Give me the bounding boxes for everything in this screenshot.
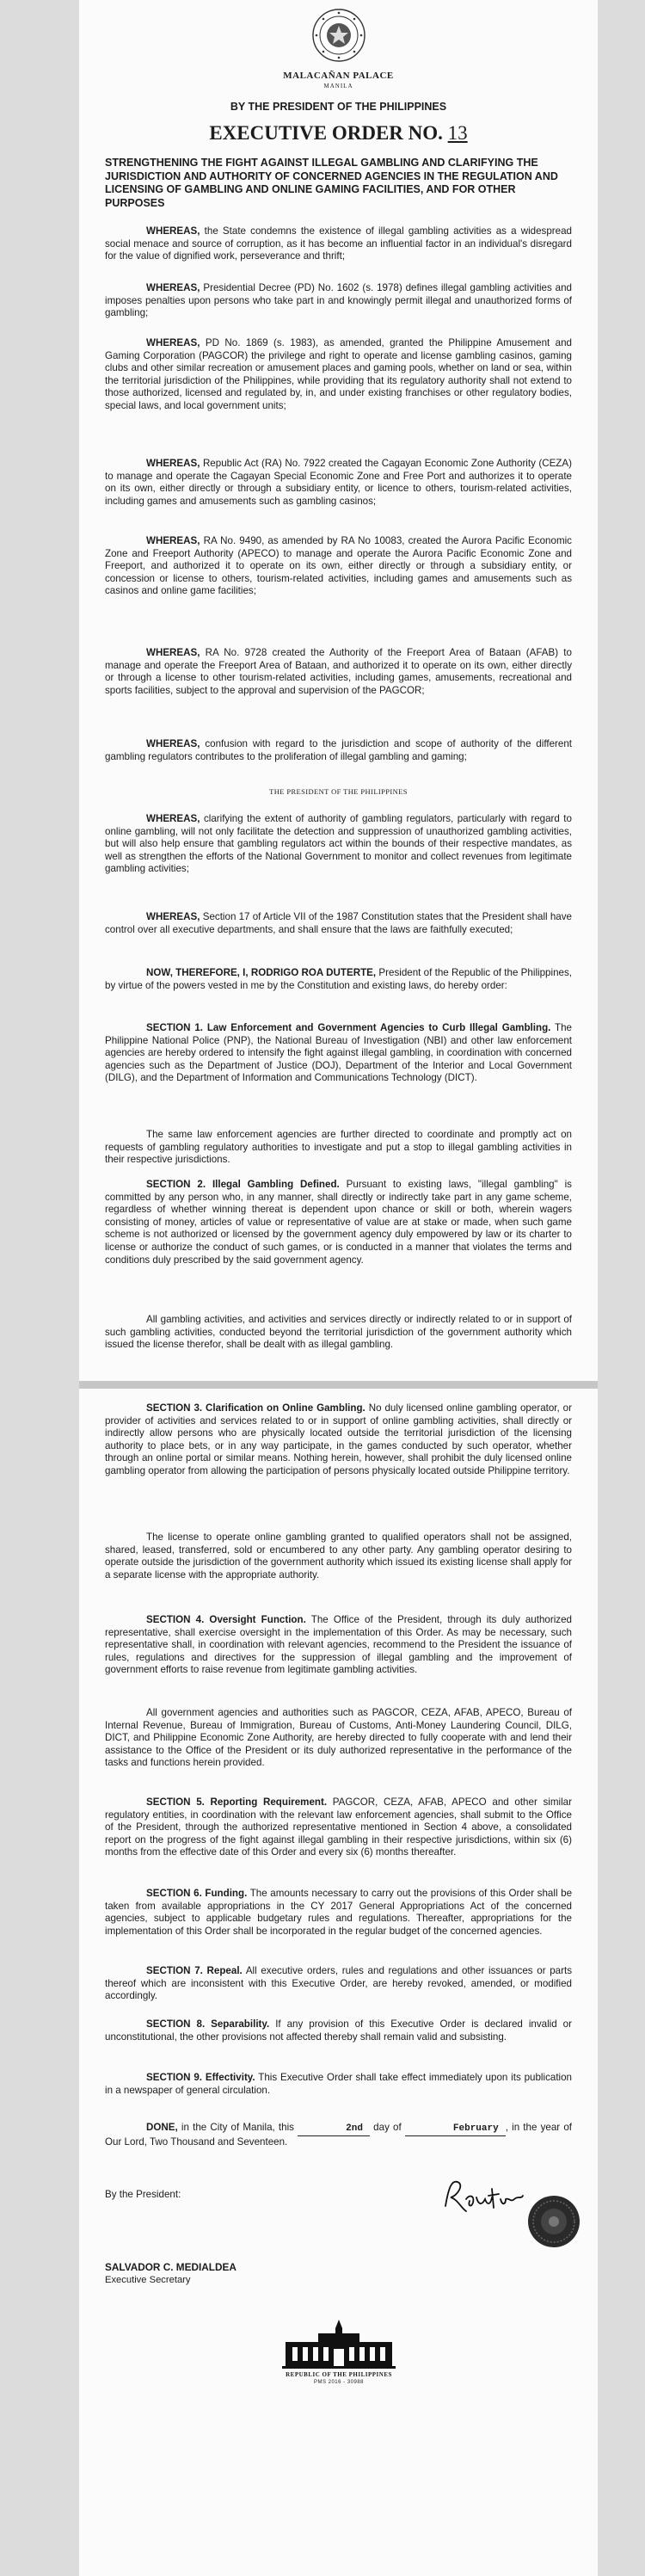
section-text: No duly licensed online gambling operator, or provider of activities and services related to or in support of online gambling activities, shall directly or indirectly allow persons who are physically located outside the territorial jurisdiction of the licensing authority to place bets, or in any way participate, in the games conducted by such operator, whether through an online portal or similar means. Nothing herein, however, shall prohibit the duly licensed online gambling operator from allowing the participation of persons physically located outside Philippine territory.: [105, 1402, 572, 1476]
done-clause: [105, 2122, 572, 2148]
document-page-1: [79, 0, 598, 1381]
order-title: STRENGTHENING THE FIGHT AGAINST ILLEGAL GAMBLING AND CLARIFYING THE JURISDICTION AND AUTHORITY OF CONCERNED AGENCIES IN THE REGULATION AND LICENSING OF GAMBLING AND ONLINE GAMING FACILITIES, AND FOR OTHER PURPOSES: [105, 157, 558, 209]
ordering-text: President of the Republic of the Philippines, by virtue of the powers vested in me by the Constitution and existing laws, do hereby order:: [105, 967, 572, 991]
issuer-line: BY THE PRESIDENT OF THE PHILIPPINES: [230, 101, 447, 113]
clause-text: PD No. 1869 (s. 1983), as amended, granted the Philippine Amusement and Gaming Corporation (PAGCOR) the privilege and right to operate and license gambling casinos, gaming clubs and other similar recreation or amusement places and gaming pools, whether on land or sea, within the territorial jurisdiction of the Philippines, while providing that its regulatory authority shall not extend to those authorized, licensed and regulated by, in, and under existing franchises or other regulatory bodies, special laws, and local government units;: [105, 337, 572, 411]
section-text: The Philippine National Police (PNP), the National Bureau of Investigation (NBI) and other law enforcement agencies are hereby ordered to intensify the fight against illegal gambling, in coordination with concerned agencies such as the Department of Justice (DOJ), Department of the Interior and Local Government (DILG), and the Department of Information and Communications Technology (DICT).: [105, 1022, 572, 1084]
order-label: EXECUTIVE ORDER NO.: [209, 122, 443, 144]
section-text: The Office of the President, through its duly authorized representative, shall exercise oversight in the implementation of this Order. As may be necessary, such representative shall, in coordination with relevant agencies, recommend to the President the issuance of rules, regulations and directives for the suppression of illegal gambling and the improvement of government efforts to raise revenue from legitimate gambling activities.: [105, 1614, 572, 1676]
whereas-clause-1: [105, 225, 572, 263]
presidential-seal-icon: [312, 9, 366, 62]
section-2: [105, 1179, 572, 1266]
clause-text: Republic Act (RA) No. 7922 created the Cagayan Economic Zone Authority (CEZA) to manage and operate the Cagayan Special Economic Zone and Free Port and authorizes it to operate on its own, either directly or through a subsidiary entity, or licence to others, tourism-related activities, including games and amusements such as gambling casinos;: [105, 458, 572, 507]
done-text-2: day of: [373, 2122, 402, 2133]
section-heading: SECTION 6. Funding.: [146, 1888, 248, 1899]
section-1-extra: The same law enforcement agencies are further directed to coordinate and promptly act on requests of gambling regulatory authorities to investigate and put a stop to illegal gambling activities in their respective jurisdictions.: [105, 1129, 572, 1166]
whereas-clause-5: [105, 535, 572, 598]
clause-text: RA No. 9490, as amended by RA No 10083, created the Aurora Pacific Economic Zone and Freeport Authority (APECO) to manage and operate the Aurora Pacific Economic Zone and Freeport, and authorized it to operate on its own, either directly or through a subsidiary entity, or concession or license to others, tourism-related activities, including games and amusements such as casinos and online game facilities;: [105, 535, 572, 597]
document-page-2: [79, 1389, 598, 2576]
clause-lead: WHEREAS,: [146, 535, 200, 546]
done-month: February: [405, 2123, 506, 2136]
section-1: [105, 1022, 572, 1085]
clause-text: clarifying the extent of authority of gambling regulators, particularly with regard to online gambling, will not only facilitate the detection and suppression of unauthorized gambling activities, but will also help ensure that gambling regulators act within the bounds of their respective mandates, as well as strengthen the efforts of the National Government to monitor and collect revenues from legitimate gambling activities;: [105, 813, 572, 875]
logo-caption: REPUBLIC OF THE PHILIPPINES: [286, 2371, 392, 2378]
whereas-clause-8: [105, 813, 572, 876]
section-text: If any provision of this Executive Order is declared invalid or unconstitutional, the other provisions not affected thereby shall remain valid and subsisting.: [105, 2018, 572, 2043]
clause-text: the State condemns the existence of illegal gambling activities as a widespread social menace and source of corruption, as it has become an influential factor in an individual's disregard for the value of dignified work, perseverance and thrift;: [105, 225, 572, 262]
section-8: [105, 2018, 572, 2043]
section-text: This Executive Order shall take effect immediately upon its publication in a newspaper of general circulation.: [105, 2072, 573, 2096]
clause-text: Presidential Decree (PD) No. 1602 (s. 1978) defines illegal gambling activities and imposes penalties upon persons who take part in and knowingly permit illegal and unauthorized forms of gambling;: [105, 282, 572, 319]
section-text: The amounts necessary to carry out the provisions of this Order shall be taken from available appropriations in the CY 2017 General Appropriations Act of the concerned agencies, subject to applicable budgetary rules and regulations. Thereafter, appropriations for the implementation of this Order shall be incorporated in the regular budget of the concerned agencies.: [105, 1888, 573, 1937]
ordering-lead: NOW, THEREFORE, I, RODRIGO ROA DUTERTE,: [146, 967, 377, 978]
done-text-3: , in the year of Our Lord, Two Thousand and Seventeen.: [105, 2122, 572, 2148]
logo-code: PMS 2016 - 30988: [313, 2380, 365, 2385]
order-number: 13: [447, 122, 468, 144]
section-heading: SECTION 1. Law Enforcement and Government Agencies to Curb Illegal Gambling.: [146, 1022, 551, 1033]
palace-name: MALACAÑAN PALACE: [283, 71, 394, 81]
section-4-extra: All government agencies and authorities such as PAGCOR, CEZA, AFAB, APECO, Bureau of Internal Revenue, Bureau of Immigration, Bureau of Customs, Anti-Money Laundering Council, DILG, DICT, and Philippine Economic Zone Authority, are hereby directed to fully cooperate with and lend their assistance to the Office of the President or its duly authorized representative in the performance of the tasks and functions herein provided.: [105, 1707, 572, 1769]
signatory-name: SALVADOR C. MEDIALDEA: [105, 2261, 236, 2273]
signatory-title: Executive Secretary: [105, 2275, 191, 2285]
section-text: PAGCOR, CEZA, AFAB, APECO and other similar regulatory entities, in coordination with the relevant law enforcement agencies, shall submit to the Office of the President, through the authorized representative mentioned in Section 4 above, a consolidated report on the progress of the fight against illegal gambling in their respective jurisdictions, within six (6) months from the effective date of this Order and every six (6) months thereafter.: [105, 1796, 572, 1858]
palace-city: MANILA: [323, 83, 353, 89]
section-7: [105, 1965, 572, 2003]
order-heading: [79, 122, 598, 145]
section-5: [105, 1796, 572, 1859]
clause-text: RA No. 9728 created the Authority of the Freeport Area of Bataan (AFAB) to manage and operate the Freeport Area of Bataan, and authorized it to operate on its own, either directly or through a license to other tourism-related activities, including games, amusements, recreational and sports facilities, subject to the approval and supervision of the PAGCOR;: [105, 647, 572, 696]
clause-lead: WHEREAS,: [146, 225, 200, 237]
section-heading: SECTION 2. Illegal Gambling Defined.: [146, 1179, 340, 1190]
section-6: [105, 1888, 572, 1938]
section-heading: SECTION 4. Oversight Function.: [146, 1614, 306, 1625]
done-day: 2nd: [298, 2123, 370, 2136]
done-text-1: in the City of Manila, this: [181, 2122, 294, 2133]
done-lead: DONE,: [146, 2122, 178, 2133]
clause-text: confusion with regard to the jurisdiction and scope of authority of the different gambling regulators contributes to the proliferation of illegal gambling and gaming;: [105, 738, 572, 762]
by-the-president: By the President:: [105, 2189, 181, 2200]
page-gap: [79, 1381, 598, 1389]
running-head: THE PRESIDENT OF THE PHILIPPINES: [269, 787, 408, 796]
section-4: [105, 1614, 572, 1677]
whereas-clause-6: [105, 647, 572, 697]
section-text: Pursuant to existing laws, "illegal gambling" is committed by any person who, in any manner, shall directly or indirectly take part in any game scheme, regardless of whether winning thereat is dependent upon chance or skill or both, wherein wagers consisting of money, articles of value or representative of value are at stake or made, when such game scheme is not authorized or licensed by the government agency duly empowered by law or its charter to license or authorize the conduct of such games, or is conducted in a manner that violates the terms and conditions duly prescribed by the said government agency.: [105, 1179, 572, 1266]
clause-lead: WHEREAS,: [146, 337, 200, 348]
dry-seal-stamp-icon: [526, 2194, 581, 2249]
section-text: All executive orders, rules and regulations and other issuances or parts thereof which are inconsistent with this Executive Order, are hereby revoked, amended, or modified accordingly.: [105, 1965, 572, 2002]
section-9: [105, 2072, 572, 2097]
section-heading: SECTION 7. Repeal.: [146, 1965, 243, 1976]
section-3: [105, 1402, 572, 1478]
whereas-clause-3: [105, 337, 572, 413]
ordering-clause: [105, 967, 572, 992]
clause-lead: WHEREAS,: [146, 647, 200, 658]
clause-lead: WHEREAS,: [146, 282, 200, 293]
whereas-clause-9: [105, 911, 572, 936]
clause-text: Section 17 of Article VII of the 1987 Constitution states that the President shall have control over all executive departments, and shall ensure that the laws are faithfully executed;: [105, 911, 572, 935]
section-3-extra: The license to operate online gambling granted to qualified operators shall not be assigned, shared, leased, transferred, sold or encumbered to any other party. Any gambling operator desiring to operate outside the jurisdiction of the government authority which issued its existing license shall apply for a separate license with the appropriate authority.: [105, 1531, 572, 1581]
clause-lead: WHEREAS,: [146, 738, 200, 749]
president-signature-icon: [440, 2173, 526, 2218]
malacanang-building-logo-icon: [279, 2318, 399, 2378]
section-heading: SECTION 8. Separability.: [146, 2018, 270, 2030]
clause-lead: WHEREAS,: [146, 911, 200, 922]
whereas-clause-7: [105, 738, 572, 763]
whereas-clause-4: [105, 458, 572, 508]
clause-lead: WHEREAS,: [146, 813, 200, 824]
section-2-extra: All gambling activities, and activities and services directly or indirectly related to or in support of such gambling activities, conducted beyond the territorial jurisdiction of the government authority which issued the license therefor, shall be dealt with as illegal gambling.: [105, 1314, 572, 1351]
section-heading: SECTION 5. Reporting Requirement.: [146, 1796, 328, 1808]
clause-lead: WHEREAS,: [146, 458, 200, 469]
whereas-clause-2: [105, 282, 572, 320]
section-heading: SECTION 9. Effectivity.: [146, 2072, 255, 2083]
section-heading: SECTION 3. Clarification on Online Gambling.: [146, 1402, 366, 1414]
